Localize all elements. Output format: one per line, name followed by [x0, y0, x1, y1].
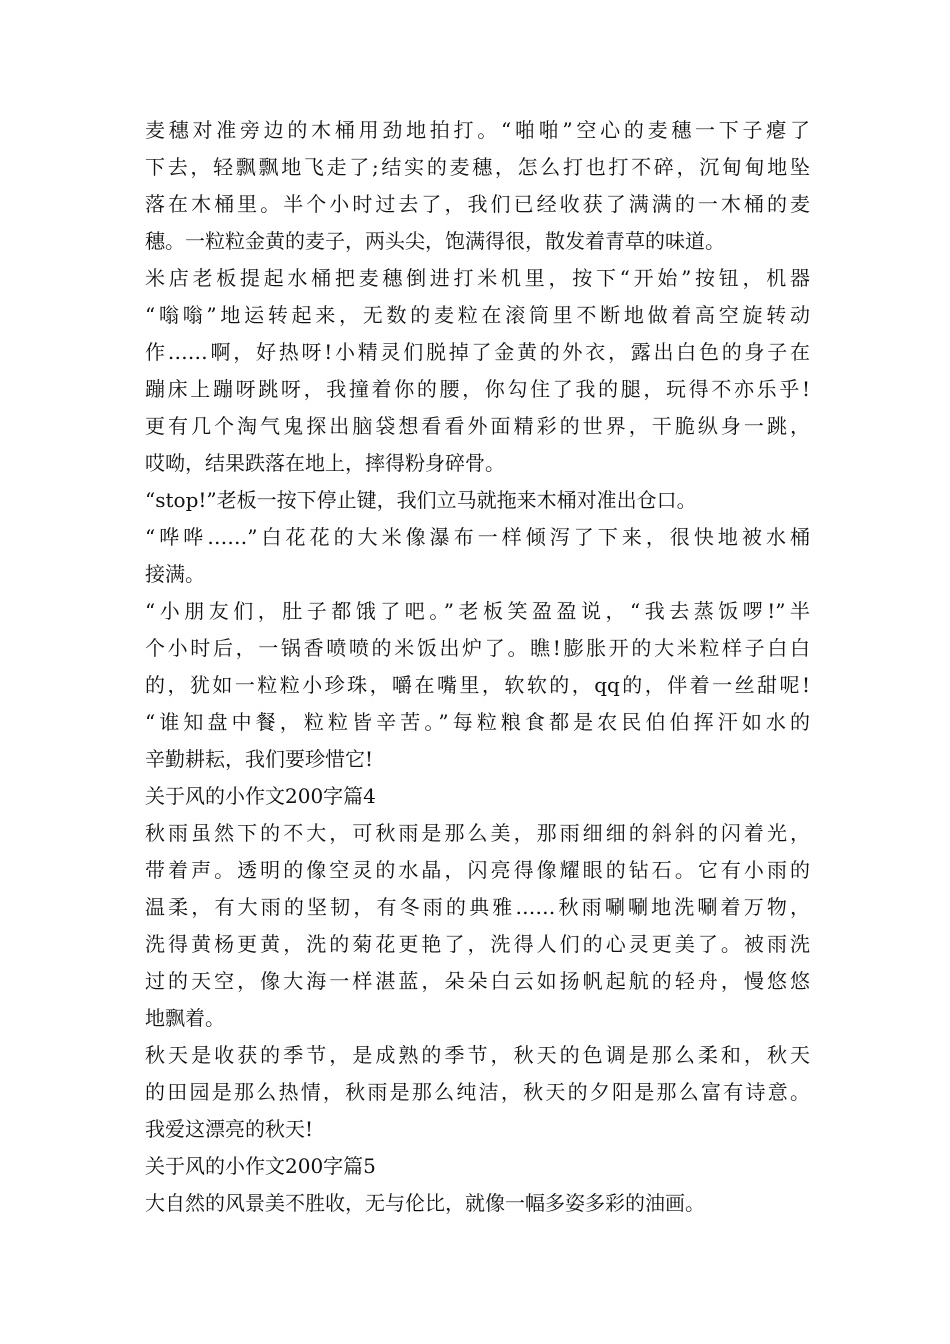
- text-line: 哎呦，结果跌落在地上，摔得粉身碎骨。: [145, 451, 505, 475]
- article-body: [145, 112, 810, 1222]
- text-line: 秋天是收获的季节，是成熟的季节，秋天的色调是那么柔和，秋天: [145, 1043, 810, 1067]
- text-line: 温柔，有大雨的坚韧，有冬雨的典雅……秋雨唰唰地洗唰着万物，: [145, 895, 810, 919]
- text-line: 的田园是那么热情，秋雨是那么纯洁，秋天的夕阳是那么富有诗意。: [145, 1080, 810, 1104]
- text-line: 个小时后，一锅香喷喷的米饭出炉了。瞧!膨胀开的大米粒样子白白: [145, 636, 810, 660]
- text-line: “哗哗……”白花花的大米像瀑布一样倾泻了下来，很快地被水桶: [145, 525, 810, 549]
- text-line: 秋雨虽然下的不大，可秋雨是那么美，那雨细细的斜斜的闪着光，: [145, 821, 810, 845]
- text-line: 关于风的小作文200字篇5: [145, 1154, 376, 1178]
- text-line: 接满。: [145, 562, 205, 586]
- text-line: 大自然的风景美不胜收，无与伦比，就像一幅多姿多彩的油画。: [145, 1191, 705, 1215]
- text-line: “小朋友们，肚子都饿了吧。”老板笑盈盈说，“我去蒸饭啰!”半: [145, 599, 810, 623]
- text-line: 下去，轻飘飘地飞走了;结实的麦穗，怎么打也打不碎，沉甸甸地坠: [145, 155, 810, 179]
- text-line: 过的天空，像大海一样湛蓝，朵朵白云如扬帆起航的轻舟，慢悠悠: [145, 969, 810, 993]
- text-line: 关于风的小作文200字篇4: [145, 784, 376, 808]
- text-line: “嗡嗡”地运转起来，无数的麦粒在滚筒里不断地做着高空旋转动: [145, 303, 810, 327]
- text-line: 更有几个淘气鬼探出脑袋想看看外面精彩的世界，干脆纵身一跳，: [145, 414, 810, 438]
- text-line: 穗。一粒粒金黄的麦子，两头尖，饱满得很，散发着青草的味道。: [145, 229, 725, 253]
- text-line: 洗得黄杨更黄，洗的菊花更艳了，洗得人们的心灵更美了。被雨洗: [145, 932, 810, 956]
- text-line: 的，犹如一粒粒小珍珠，嚼在嘴里，软软的，qq的，伴着一丝甜呢!: [145, 673, 810, 697]
- text-line: 麦穗对准旁边的木桶用劲地拍打。“啪啪”空心的麦穗一下子瘪了: [145, 118, 810, 142]
- text-line: 地飘着。: [145, 1006, 225, 1030]
- text-line: 米店老板提起水桶把麦穗倒进打米机里，按下“开始”按钮，机器: [145, 266, 810, 290]
- text-line: 我爱这漂亮的秋天!: [145, 1117, 314, 1141]
- text-line: 作……啊，好热呀!小精灵们脱掉了金黄的外衣，露出白色的身子在: [145, 340, 810, 364]
- text-line: 蹦床上蹦呀跳呀，我撞着你的腰，你勾住了我的腿，玩得不亦乐乎!: [145, 377, 810, 401]
- text-line: “stop!”老板一按下停止键，我们立马就拖来木桶对准出仓口。: [145, 488, 697, 512]
- text-line: “谁知盘中餐，粒粒皆辛苦。”每粒粮食都是农民伯伯挥汗如水的: [145, 710, 810, 734]
- text-line: 落在木桶里。半个小时过去了，我们已经收获了满满的一木桶的麦: [145, 192, 810, 216]
- text-line: 带着声。透明的像空灵的水晶，闪亮得像耀眼的钻石。它有小雨的: [145, 858, 810, 882]
- text-line: 辛勤耕耘，我们要珍惜它!: [145, 747, 374, 771]
